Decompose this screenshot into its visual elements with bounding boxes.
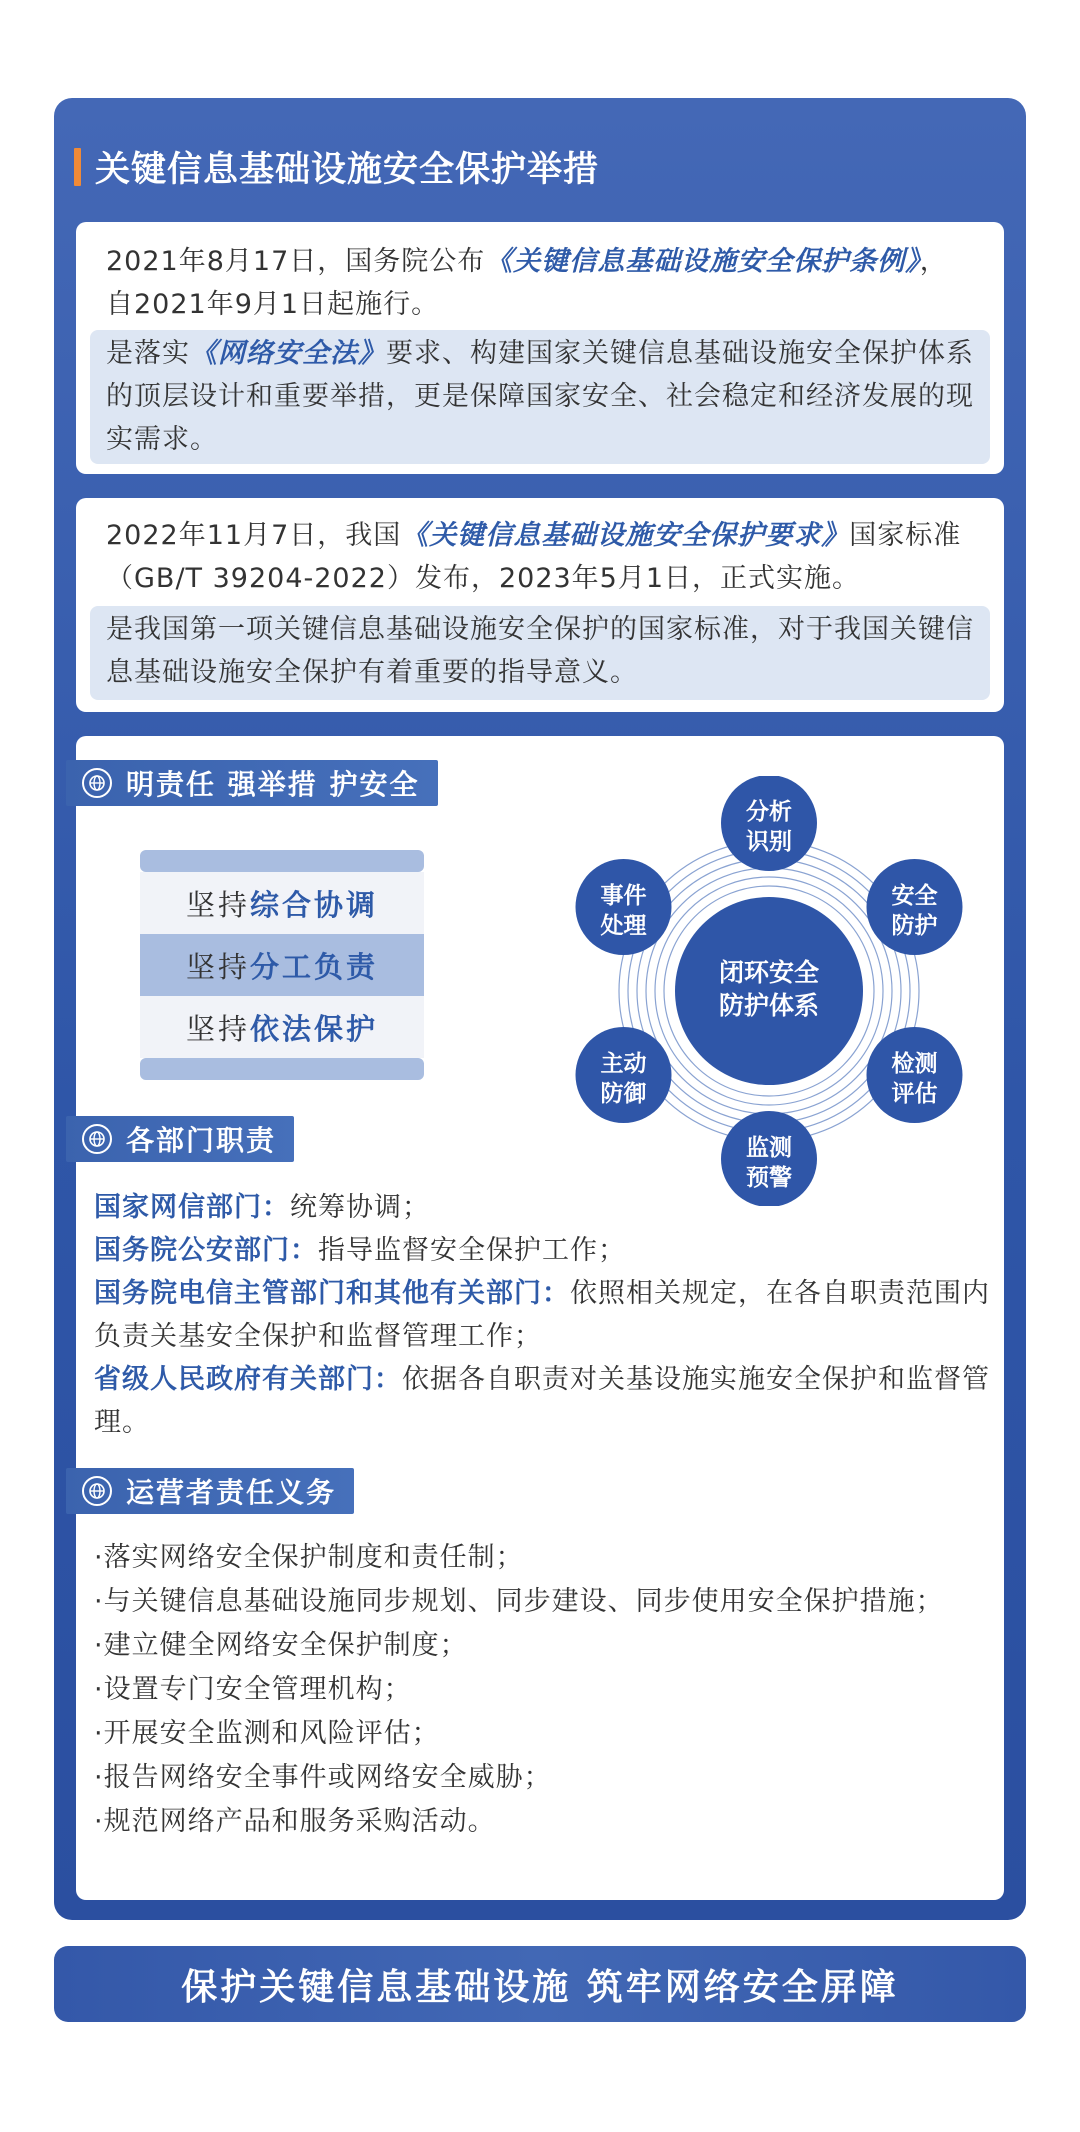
diagram-node-label: 预警 [746, 1165, 792, 1191]
section-tag-departments-label: 各部门职责 [126, 1124, 277, 1157]
regulation-text-b: ，自2021年9月1日起施行。 [106, 246, 948, 320]
list-item: ·落实网络安全保护制度和责任制； [94, 1542, 524, 1573]
principle-prefix: 坚持 [185, 1011, 250, 1046]
list-item: ·开展安全监测和风险评估； [94, 1718, 440, 1749]
standard-card [76, 498, 1004, 712]
closed-loop-diagram [554, 776, 984, 1206]
duty-item [94, 1229, 994, 1272]
standard-title-quote: 《关键信息基础设施安全保护要求》 [401, 520, 850, 551]
regulation-text [106, 240, 974, 326]
principle-prefix: 坚持 [185, 949, 250, 984]
shield-globe-icon [82, 768, 112, 798]
diagram-node [866, 1027, 962, 1123]
diagram-node-label: 防御 [600, 1081, 647, 1107]
list-item: ·报告网络安全事件或网络安全威胁； [94, 1762, 552, 1793]
duty-desc: 统筹协调； [290, 1192, 430, 1223]
principle-item [140, 872, 424, 934]
section-tag-operators [66, 1468, 354, 1514]
duty-desc: 指导监督安全保护工作； [318, 1235, 626, 1266]
diagram-node-label: 事件 [600, 883, 647, 909]
measures-card [76, 736, 1004, 1900]
diagram-node-label: 安全 [891, 883, 938, 909]
main-panel [54, 98, 1026, 1920]
regulation-card [76, 222, 1004, 474]
diagram-node-label: 分析 [746, 799, 792, 825]
principle-item [140, 934, 424, 996]
regulation-text-a: 2021年8月17日，国务院公布 [106, 246, 486, 277]
list-item: ·与关键信息基础设施同步规划、同步建设、同步使用安全保护措施； [94, 1586, 944, 1617]
diagram-node [576, 1027, 672, 1123]
shield-globe-icon [82, 1124, 112, 1154]
diagram-node-label: 监测 [746, 1135, 792, 1161]
diagram-node-label: 识别 [746, 829, 792, 855]
duty-item [94, 1186, 994, 1229]
principle-prefix: 坚持 [185, 887, 250, 922]
principle-emphasis: 综合协调 [250, 887, 379, 922]
duty-item [94, 1272, 994, 1358]
regulation-highlight [90, 330, 990, 464]
diagram-node [576, 859, 672, 955]
diagram-node [721, 776, 817, 871]
cybersecurity-law-quote: 《网络安全法》 [190, 338, 386, 369]
regulation-title-quote: 《关键信息基础设施安全保护条例》 [485, 246, 920, 277]
section-tag-operators-label: 运营者责任义务 [126, 1476, 337, 1509]
principle-item [140, 996, 424, 1058]
footer-banner: 保护关键信息基础设施 筑牢网络安全屏障 [54, 1946, 1026, 2022]
standard-text-b: 国家标准（GB/T 39204-2022）发布，2023年5月1日，正式实施。 [106, 520, 962, 594]
diagram-node [866, 859, 962, 955]
principle-emphasis: 依法保护 [250, 1011, 379, 1046]
duty-dept: 省级人民政府有关部门： [94, 1364, 402, 1395]
regulation-hl-a: 是落实 [106, 338, 190, 369]
duty-desc: 依照相关规定，在各自职责范围内负责关基安全保护和监督管理工作； [94, 1278, 990, 1352]
main-title-text: 关键信息基础设施安全保护举措 [95, 150, 600, 190]
list-item: ·设置专门安全管理机构； [94, 1674, 412, 1705]
shield-globe-icon [82, 1476, 112, 1506]
diagram-node-label: 检测 [891, 1051, 938, 1077]
title-accent-bar [74, 148, 81, 186]
duty-desc: 依据各自职责对关基设施实施安全保护和监督管理。 [94, 1364, 990, 1438]
diagram-node-label: 评估 [891, 1081, 938, 1107]
diagram-node-label: 主动 [600, 1051, 647, 1077]
duty-dept: 国务院公安部门： [94, 1235, 318, 1266]
operator-duties-list [94, 1536, 994, 1844]
diagram-center-line1: 闭环安全 [718, 958, 820, 987]
diagram-node-label: 防护 [891, 913, 938, 939]
standard-text [106, 514, 974, 600]
duty-dept: 国家网信部门： [94, 1192, 290, 1223]
standard-highlight: 是我国第一项关键信息基础设施安全保护的国家标准，对于我国关键信息基础设施安全保护有着重要的指导意义。 [90, 606, 990, 700]
principles-top-cap [140, 850, 424, 872]
section-tag-departments [66, 1116, 294, 1162]
regulation-hl-b: 要求、构建国家关键信息基础设施安全保护体系的顶层设计和重要举措，更是保障国家安全、社会稳定和经济发展的现实需求。 [106, 338, 974, 455]
section-tag-responsibility [66, 760, 438, 806]
standard-text-a: 2022年11月7日，我国 [106, 520, 402, 551]
list-item: ·建立健全网络安全保护制度； [94, 1630, 468, 1661]
diagram-node-label: 处理 [600, 913, 647, 939]
main-title [74, 142, 599, 192]
diagram-center-line2: 防护体系 [718, 991, 820, 1020]
principle-emphasis: 分工负责 [250, 949, 379, 984]
duty-dept: 国务院电信主管部门和其他有关部门： [94, 1278, 570, 1309]
section-tag-responsibility-label: 明责任 强举措 护安全 [126, 768, 420, 801]
principles-list [140, 850, 424, 1080]
list-item: ·规范网络产品和服务采购活动。 [94, 1806, 496, 1837]
principles-bottom-cap [140, 1058, 424, 1080]
duty-item [94, 1358, 994, 1444]
